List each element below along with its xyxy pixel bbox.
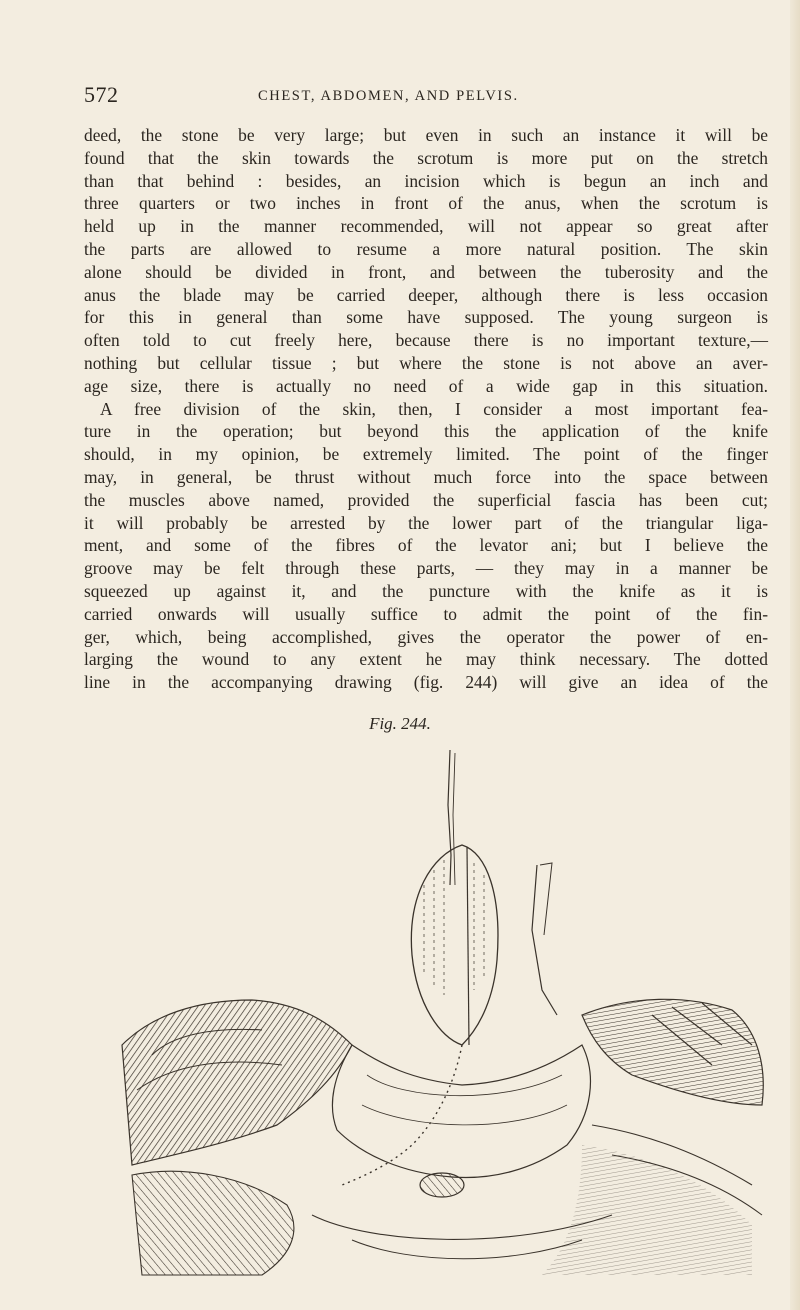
text-line: carried onwards will usually suffice to admit the point of the fin- xyxy=(84,603,768,624)
text-line: line in the accompanying drawing (fig. 244) will give an idea of the xyxy=(84,672,768,693)
left-buttock xyxy=(132,1171,294,1275)
right-thigh xyxy=(582,999,763,1105)
text-line: often told to cut freely here, because there is no important texture,— xyxy=(84,330,768,351)
vertical-rod xyxy=(448,750,451,885)
text-line: three quarters or two inches in front of the anus, when the scrotum is xyxy=(84,193,768,214)
text-line: held up in the manner recommended, will not appear so great after xyxy=(84,216,768,237)
text-line: larging the wound to any extent he may think necessary. The dotted xyxy=(84,649,768,670)
text-line: squeezed up against it, and the puncture with the knife as it is xyxy=(84,580,768,601)
page-edge xyxy=(790,0,800,1310)
figure-caption: Fig. 244. xyxy=(369,714,431,733)
anus xyxy=(420,1173,464,1197)
text-line: ture in the operation; but beyond this the application of the knife xyxy=(84,421,768,442)
text-line: found that the skin towards the scrotum is more put on the stretch xyxy=(84,147,768,168)
text-line: it will probably be arrested by the lower part of the triangular liga- xyxy=(84,512,768,533)
perineum-engraving xyxy=(112,745,780,1280)
text-line: deed, the stone be very large; but even in such an instance it will be xyxy=(84,125,768,145)
incision-dotted-line xyxy=(342,1045,462,1185)
text-line: anus the blade may be carried deeper, although there is less occasion xyxy=(84,284,768,305)
text-line: age size, there is actually no need of a wide gap in this situation. xyxy=(84,375,768,396)
text-line: groove may be felt through these parts, — they may in a manner be xyxy=(84,558,768,579)
text-line: alone should be divided in front, and between the tuberosity and the xyxy=(84,261,768,282)
text-line: for this in general than some have supposed. The young surgeon is xyxy=(84,307,768,328)
text-line: may, in general, be thrust without much force into the space between xyxy=(84,466,768,487)
body-text xyxy=(84,124,768,694)
anatomical-illustration xyxy=(112,745,780,1280)
text-line: than that behind : besides, an incision which is begun an inch and xyxy=(84,170,768,191)
text-line: ger, which, being accomplished, gives the operator the power of en- xyxy=(84,626,768,647)
left-thigh xyxy=(122,1000,352,1165)
retractor xyxy=(532,865,557,1015)
text-line: nothing but cellular tissue ; but where the stone is not above an aver- xyxy=(84,352,768,373)
page-number: 572 xyxy=(84,82,119,107)
text-line: the muscles above named, provided the superficial fascia has been cut; xyxy=(84,489,768,510)
text-line: the parts are allowed to resume a more natural position. The skin xyxy=(84,238,768,259)
text-line: should, in my opinion, be extremely limited. The point of the finger xyxy=(84,444,768,465)
text-line: ment, and some of the fibres of the levator ani; but I believe the xyxy=(84,535,768,556)
text-line: A free division of the skin, then, I consider a most important fea- xyxy=(100,398,768,419)
running-head: CHEST, ABDOMEN, AND PELVIS. xyxy=(258,88,519,104)
right-buttock xyxy=(542,1145,752,1275)
